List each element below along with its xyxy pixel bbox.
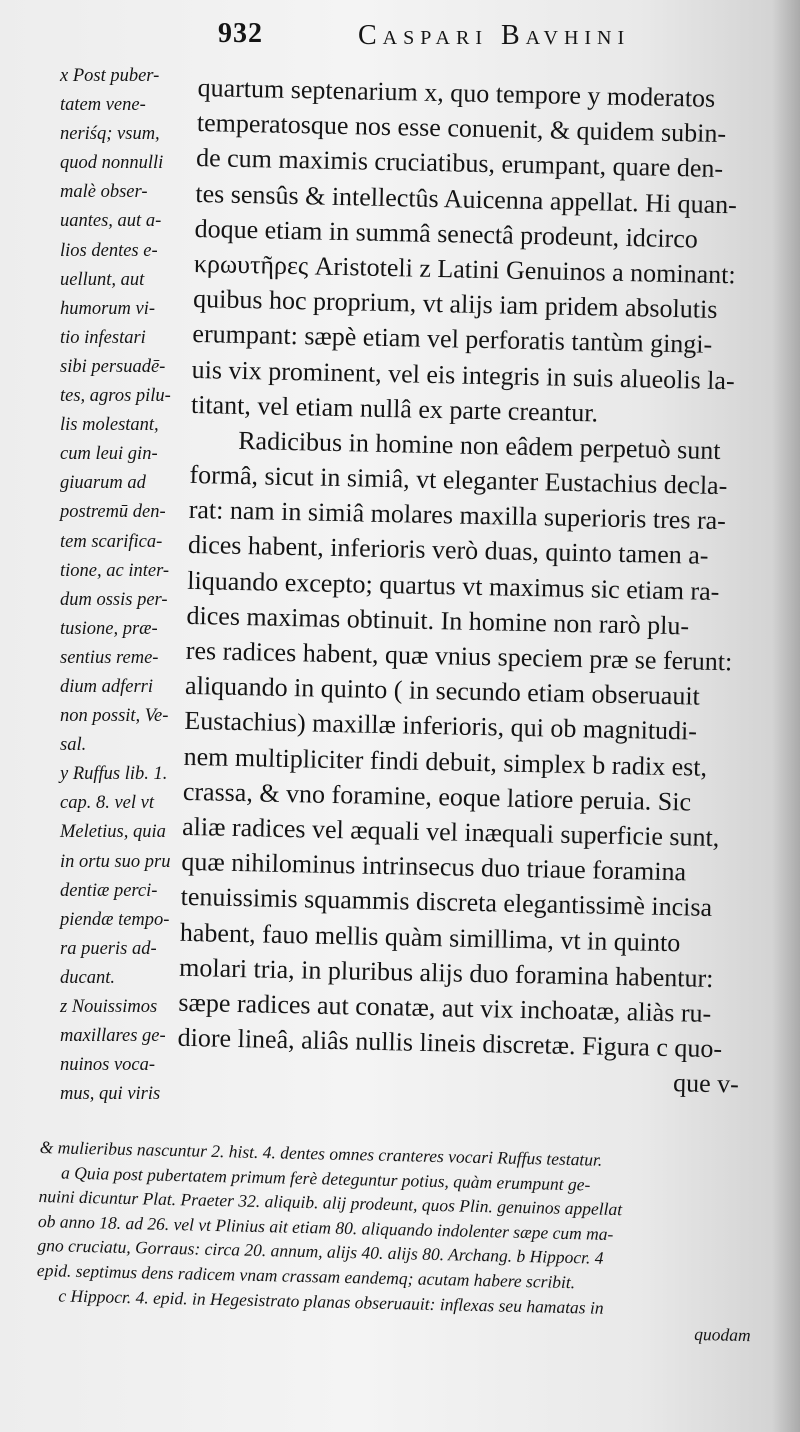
text-line: aliæ radices vel æquali vel inæquali superficie sunt, xyxy=(181,811,720,853)
footnote-catchword: quodam xyxy=(694,1324,751,1346)
text-line: titant, vel etiam nullâ ex parte creantur. xyxy=(190,389,599,428)
margin-note-line: malè obser- xyxy=(60,182,148,203)
footnote-line: nuini dicuntur Plat. Praeter 32. aliquib. alij prodeunt, quos Plin. genuinos appellat xyxy=(38,1186,623,1220)
margin-note-line: maxillares ge- xyxy=(60,1026,166,1047)
footnote-line: c Hippocr. 4. epid. in Hegesistrato planas obseruauit: inflexas seu hamatas in xyxy=(58,1285,604,1318)
text-line: tes sensûs & intellectûs Auicenna appellat. Hi quan- xyxy=(195,178,738,219)
margin-note-line: neriśq; vsum, xyxy=(60,124,160,145)
margin-note-line: tes, agros pilu- xyxy=(60,386,171,407)
text-line: dices maximas obtinuit. In homine non rarò plu- xyxy=(186,600,690,641)
margin-note-line: dium adferri xyxy=(60,676,154,697)
footnote-line: & mulieribus nascuntur 2. hist. 4. dentes omnes cranteres vocari Ruffus testatur. xyxy=(39,1136,603,1170)
page-header xyxy=(218,18,788,58)
running-head: Caspari Bavhini xyxy=(358,20,631,51)
text-line: quæ nihilominus intrinsecus duo triaue foramina xyxy=(181,846,687,887)
footnote-line: gno cruciatu, Gorraus: circa 20. annum, alijs 40. alijs 80. Archang. b Hippocr. 4 xyxy=(37,1235,604,1269)
margin-note-line: non possit, Ve- xyxy=(60,706,169,727)
text-line: de cum maximis cruciatibus, erumpant, quare den- xyxy=(195,143,724,184)
margin-note-line: uellunt, aut xyxy=(60,269,145,290)
margin-note-line: dentiæ perci- xyxy=(60,880,158,901)
text-line: quibus hoc proprium, vt alijs iam pridem absolutis xyxy=(192,284,718,325)
footnote-line: epid. septimus dens radicem vnam crassam eandemq; acutam habere scribit. xyxy=(36,1259,576,1293)
text-line: uis vix prominent, vel eis integris in suis alueolis la- xyxy=(191,354,735,395)
page-number: 932 xyxy=(218,18,263,49)
margin-note-line: ducant. xyxy=(60,967,115,988)
margin-note-line: quod nonnulli xyxy=(60,153,164,174)
margin-note-line: humorum vi- xyxy=(60,298,156,319)
margin-note-line: cum leui gin- xyxy=(60,444,158,465)
footnote-line: a Quia post pubertatem primum ferè deteguntur potius, quàm erumpunt ge- xyxy=(60,1162,591,1195)
margin-note-line: tatem vene- xyxy=(60,95,146,116)
margin-note-line: postremū den- xyxy=(60,502,166,523)
text-line: res radices habent, quæ vnius speciem præ se ferunt: xyxy=(185,635,733,677)
margin-note-line: dum ossis per- xyxy=(60,589,168,610)
text-line: rat: nam in simiâ molares maxilla superioris tres ra- xyxy=(188,495,727,536)
text-line: sæpe radices aut conatæ, aut vix inchoatæ, aliàs ru- xyxy=(178,987,712,1028)
text-line: nem multipliciter findi debuit, simplex b radix est, xyxy=(183,741,708,782)
margin-note-line: lios dentes e- xyxy=(60,240,158,261)
margin-note-line: uantes, aut a- xyxy=(60,211,162,232)
text-line: dices habent, inferioris verò duas, quinto tamen a- xyxy=(187,530,709,571)
margin-note-line: tusione, præ- xyxy=(60,618,158,639)
text-line: crassa, & vno foramine, eoque latiore peruia. Sic xyxy=(182,776,692,817)
margin-note-line: y Ruffus lib. 1. xyxy=(60,764,168,785)
text-line: doque etiam in summâ senectâ prodeunt, idcirco xyxy=(194,213,699,254)
margin-note-line: sentius reme- xyxy=(60,647,159,668)
margin-note-line: Meletius, quia xyxy=(60,822,166,843)
text-line: habent, fauo mellis quàm simillima, vt in quinto xyxy=(179,917,681,957)
margin-note-line: z Nouissimos xyxy=(60,997,158,1017)
text-line: formâ, sicut in simiâ, vt eleganter Eustachius decla- xyxy=(189,459,728,501)
text-line: erumpant: sæpè etiam vel perforatis tantùm gingi- xyxy=(192,319,713,360)
text-line: Eustachius) maxillæ inferioris, qui ob magnitudi- xyxy=(184,706,698,746)
text-line: temperatosque nos esse conuenit, & quidem subin- xyxy=(196,108,727,149)
margin-note-line: lis molestant, xyxy=(60,415,159,436)
text-line: κρωυτῆρες Aristoteli z Latini Genuinos a nominant: xyxy=(193,248,736,290)
margin-note-line: sibi persuadē- xyxy=(60,356,166,377)
margin-note-line: x Post puber- xyxy=(60,66,160,86)
footnote-line: ob anno 18. ad 26. vel vt Plinius ait etiam 80. aliquando indolenter sæpe cum ma- xyxy=(37,1210,614,1244)
margin-note-line: nuinos voca- xyxy=(60,1055,156,1076)
margin-note-line: piendæ tempo- xyxy=(60,909,170,930)
text-line: molari tria, in pluribus alijs duo foramina habentur: xyxy=(178,952,714,993)
footnotes-block xyxy=(36,1135,785,1349)
margin-note-line: mus, qui viris xyxy=(60,1084,161,1105)
paragraph-start-line: Radicibus in homine non eâdem perpetuò sunt xyxy=(237,425,721,465)
margin-note-line: tem scarifica- xyxy=(60,531,163,552)
main-text-block xyxy=(177,70,790,1103)
text-line: liquando excepto; quartus vt maximus sic etiam ra- xyxy=(187,565,720,606)
text-line: quartum septenarium x, quo tempore y moderatos xyxy=(197,72,716,113)
text-line: tenuissimis squammis discreta elegantissimè incisa xyxy=(180,882,713,923)
text-line: diore lineâ, aliâs nullis lineis discretæ. Figura c quo- xyxy=(177,1022,723,1064)
margin-note-line: tio infestari xyxy=(60,327,146,348)
margin-note-line: giuarum ad xyxy=(60,473,146,494)
margin-note-line: tione, ac inter- xyxy=(60,560,170,581)
margin-note-line: in ortu suo pru xyxy=(60,851,171,872)
text-line: aliquando in quinto ( in secundo etiam obseruauit xyxy=(184,671,701,711)
margin-note-line: sal. xyxy=(60,735,87,756)
catchword: que v- xyxy=(672,1068,740,1099)
margin-note-line: cap. 8. vel vt xyxy=(60,793,154,814)
margin-note-line: ra pueris ad- xyxy=(60,938,157,959)
